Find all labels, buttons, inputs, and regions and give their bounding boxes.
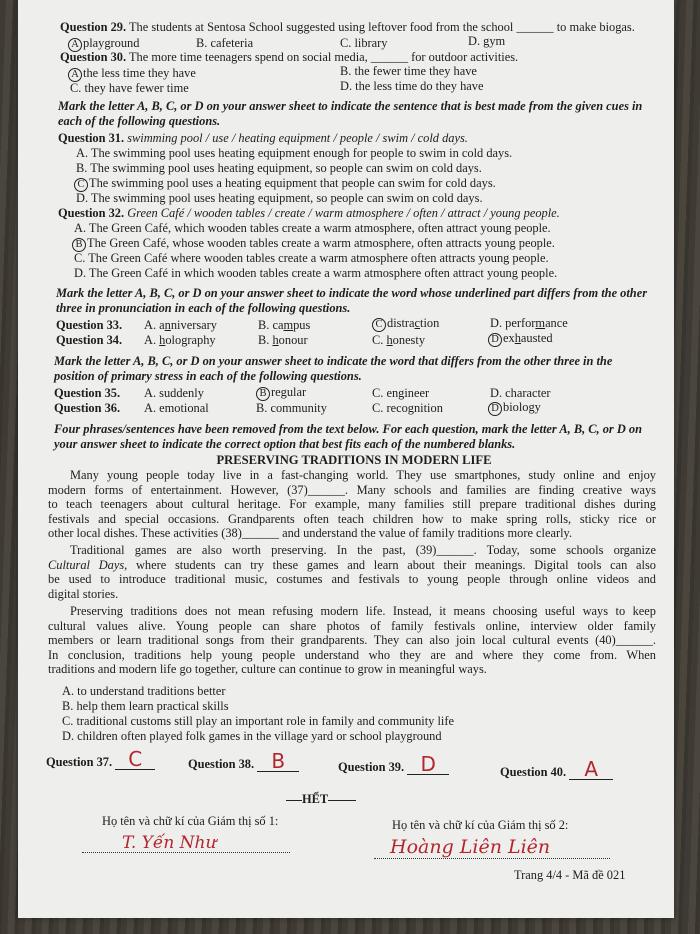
q36-option-a: A. emotional [144, 401, 209, 415]
question-30: Question 30. The more time teenagers spend on social media, ______ for outdoor activities. [60, 50, 519, 64]
answer-circle: C [372, 318, 386, 332]
q33-option-b: B. campus [258, 318, 311, 332]
instruction-pronunciation: Mark the letter A, B, C, or D on your answer sheet to indicate the word whose underlined part differs from the other three in pronunciation in each of the following questions. [56, 286, 648, 315]
q32-option-b: B The Green Café, whose wooden tables create a warm atmosphere, often attracts young people. [72, 236, 555, 252]
q35-option-a: A. suddenly [144, 386, 204, 400]
passage-options [62, 684, 454, 744]
answer-circle: C [74, 178, 88, 192]
answer-circle: B [256, 387, 270, 401]
q31-option-b: B. The swimming pool uses heating equipment, so people can swim on cold days. [76, 161, 482, 175]
q33-label: Question 33. [56, 318, 123, 332]
q29-option-a: A playground [68, 36, 139, 52]
q36-label: Question 36. [54, 401, 121, 415]
q36-option-c: C. recognition [372, 401, 443, 415]
q31-option-c: C The swimming pool uses a heating equipment that people can swim for cold days. [74, 176, 496, 192]
q33-option-d: D. performance [490, 316, 568, 330]
answer-circle: A [68, 38, 82, 52]
question-29: Question 29. The students at Sentosa School suggested using leftover food from the school ______ to make biogas. [60, 20, 635, 34]
q31-option-d: D. The swimming pool uses heating equipment, so people can swim on cold days. [76, 191, 483, 205]
q34-option-d: D exhausted [488, 331, 553, 347]
q30-option-b: B. the fewer time they have [340, 64, 477, 78]
q34-option-c: C. honesty [372, 333, 426, 347]
option-b: B. help them learn practical skills [62, 699, 229, 713]
answer-37: Question 37. C [46, 752, 155, 770]
q31-option-a: A. The swimming pool uses heating equipment enough for people to swim in cold days. [76, 146, 513, 160]
q33-option-c: C distraction [372, 316, 439, 332]
passage-paragraph-1: Many young people today live in a fast-changing world. They use smartphones, study online and enjoy modern forms of entertainment. However, (37)______. Many schools and families are finding creative ways to teach teenagers about cultural heritage. For example, many families still prepare traditional dishes during festivals and special occasions. Grandparents often teach children how to make spring rolls, sticky rice or other local dishes. These activities (38)______ and understand the value of family traditions more clearly. [48, 468, 656, 541]
q30-option-d: D. the less time do they have [340, 79, 484, 93]
q36-option-d: D biology [488, 400, 541, 416]
answer-circle: D [488, 333, 502, 347]
q32-option-a: A. The Green Café, which wooden tables create a warm atmosphere, often attract young people. [74, 221, 551, 235]
option-a: A. to understand traditions better [62, 684, 226, 698]
q35-option-c: C. engineer [372, 386, 430, 400]
supervisor-2-signature: Hoàng Liên Liên [390, 836, 551, 858]
exam-page [18, 0, 674, 918]
answer-40: Question 40. A [500, 762, 613, 780]
answer-circle: D [488, 402, 502, 416]
q36-option-b: B. community [256, 401, 327, 415]
q32-option-c: C. The Green Café where wooden tables create a warm atmosphere often attracts young people. [74, 251, 549, 265]
q29-option-c: C. library [340, 36, 388, 50]
answer-circle: A [68, 68, 82, 82]
option-d: D. children often played folk games in the village yard or school playground [62, 729, 442, 743]
instruction-stress: Mark the letter A, B, C, or D on your answer sheet to indicate the word that differs from the other three in the position of primary stress in each of the following questions. [54, 354, 613, 383]
supervisor-2-label: Họ tên và chữ kí của Giám thị số 2: [392, 818, 569, 832]
q30-option-a: A the less time they have [68, 66, 196, 82]
q30-option-c: C. they have fewer time [70, 81, 189, 95]
q29-option-b: B. cafeteria [196, 36, 254, 50]
end-marker: HẾT [286, 792, 356, 806]
q32-option-d: D. The Green Café in which wooden tables create a warm atmosphere often attract young people. [74, 266, 558, 280]
q34-label: Question 34. [56, 333, 123, 347]
q34-option-b: B. honour [258, 333, 308, 347]
q34-option-a: A. holography [144, 333, 216, 347]
page-footer: Trang 4/4 - Mã đề 021 [514, 868, 626, 882]
question-31: Question 31. swimming pool / use / heating equipment / people / swim / cold days. [58, 131, 468, 145]
signature-line-1 [82, 852, 290, 853]
answer-circle: B [72, 238, 86, 252]
option-c: C. traditional customs still play an important role in family and community life [62, 714, 454, 728]
q29-option-d: D. gym [468, 34, 506, 48]
passage-paragraph-3: Preserving traditions does not mean refusing modern life. Instead, it means choosing useful ways to keep cultural values alive. Young people can share photos of family festivals online, interview older family members or learn traditional songs from their grandparents. They can also join local cultural events (40)______. In conclusion, traditions help young people understand who they are and where they come from. When traditions and modern life go together, culture can continue to grow in meaningful ways. [48, 604, 656, 677]
answer-38: Question 38. B [188, 754, 299, 772]
q35-option-d: D. character [490, 386, 551, 400]
passage-paragraph-2: Traditional games are also worth preserving. In the past, (39)______. Today, some schools organize Cultural Days, where students can try these games and learn about their meanings. Digital tools can also be used to introduce traditional music, costumes and festivals to young people through online videos and digital stories. [48, 543, 656, 601]
instruction-reading: Four phrases/sentences have been removed from the text below. For each question, mark the letter A, B, C, or D on your answer sheet to indicate the correct option that best fits each of the numbered blanks. [54, 422, 642, 451]
q33-option-a: A. anniversary [144, 318, 217, 332]
supervisor-1-signature: T. Yến Như [122, 833, 217, 853]
q35-option-b: B regular [256, 385, 306, 401]
supervisor-1-label: Họ tên và chữ kí của Giám thị số 1: [102, 814, 279, 828]
question-32: Question 32. Green Café / wooden tables / create / warm atmosphere / often / attract / young people. [58, 206, 560, 220]
instruction-sentence: Mark the letter A, B, C, or D on your answer sheet to indicate the sentence that is best made from the given cues in each of the following questions. [58, 99, 643, 128]
signature-line-2 [374, 858, 610, 859]
answer-39: Question 39. D [338, 757, 449, 775]
passage-title: PRESERVING TRADITIONS IN MODERN LIFE [216, 453, 492, 467]
q35-label: Question 35. [54, 386, 121, 400]
